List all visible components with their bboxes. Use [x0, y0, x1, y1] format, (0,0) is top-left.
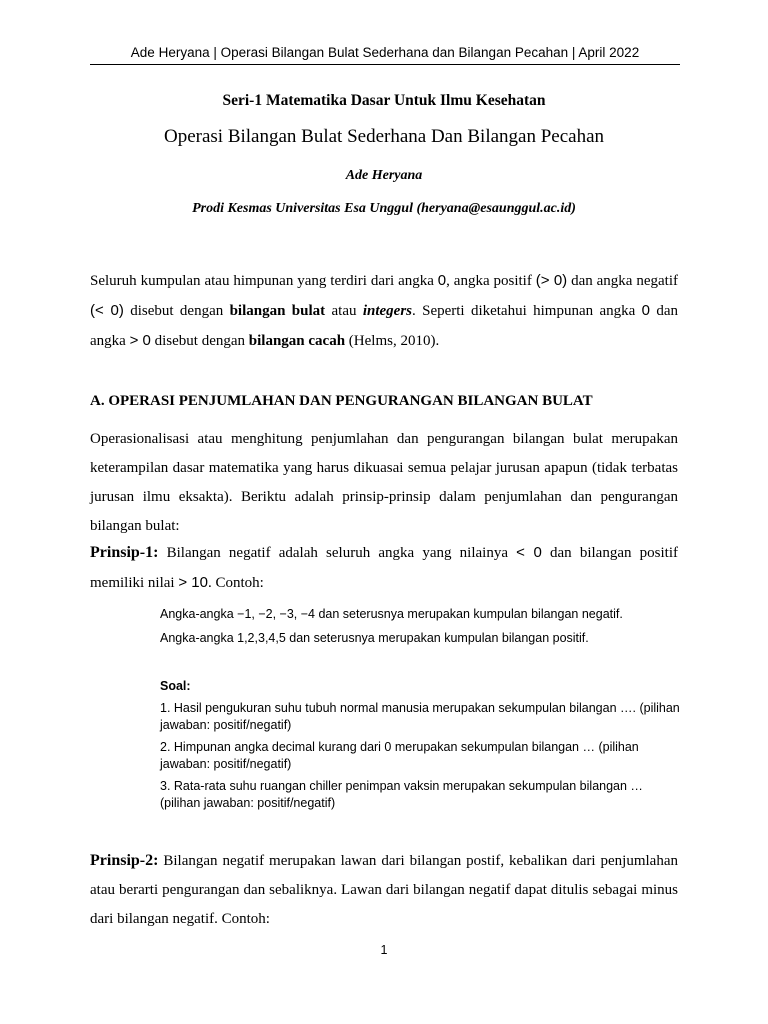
- math: < 0: [516, 544, 542, 561]
- math: 0: [641, 302, 650, 319]
- header-date: April 2022: [578, 45, 640, 60]
- exercise-block: [160, 678, 680, 817]
- term-bilangan-cacah: bilangan cacah: [248, 333, 346, 349]
- prinsip-label: Prinsip-1:: [90, 544, 159, 561]
- example-positive: Angka-angka 1,2,3,4,5 dan seterusnya merupakan kumpulan bilangan positif.: [160, 631, 589, 645]
- section-heading: A. OPERASI PENJUMLAHAN DAN PENGURANGAN BILANGAN BULAT: [90, 393, 593, 409]
- text: dan angka negatif: [567, 273, 678, 289]
- header-doc-title: Operasi Bilangan Bulat Sederhana dan Bilangan Pecahan: [220, 45, 569, 60]
- math: > 0: [129, 332, 151, 349]
- text: dan seterusnya merupakan kumpulan bilangan negatif.: [315, 607, 623, 621]
- text: (Helms, 2010).: [345, 333, 440, 349]
- example-block: [160, 602, 680, 650]
- prinsip-1-paragraph: [90, 538, 678, 598]
- text: Bilangan negatif adalah seluruh angka yang nilainya: [158, 545, 517, 561]
- math: (> 0): [535, 272, 568, 289]
- exercise-item: 1. Hasil pengukuran suhu tubuh normal manusia merupakan sekumpulan bilangan …. (pilihan jawaban: positif/negatif): [160, 701, 680, 732]
- prinsip-label: Prinsip-2:: [90, 852, 159, 869]
- text: . Seperti diketahui himpunan angka: [412, 303, 642, 319]
- prinsip-2-paragraph: [90, 846, 678, 934]
- math: −1, −2, −3, −4: [237, 607, 315, 621]
- document-title: Operasi Bilangan Bulat Sederhana Dan Bilangan Pecahan: [163, 126, 605, 147]
- exercise-label: Soal:: [160, 679, 191, 693]
- text: , angka positif: [446, 273, 536, 289]
- header-rule: [90, 64, 680, 65]
- author-name: Ade Heryana: [345, 168, 423, 183]
- example-negative: [160, 602, 680, 626]
- term-bilangan-bulat: bilangan bulat: [229, 303, 326, 319]
- exercise-item: 3. Rata-rata suhu ruangan chiller penimpan vaksin merupakan sekumpulan bilangan … (pilihan jawaban: positif/negatif): [160, 779, 643, 810]
- intro-paragraph: [90, 266, 678, 356]
- header-author: Ade Heryana: [130, 45, 210, 60]
- text: atau: [325, 303, 363, 319]
- running-header: [90, 44, 680, 62]
- text: dan angka: [90, 303, 678, 349]
- term-integers: integers: [362, 303, 412, 319]
- text: disebut dengan: [123, 303, 230, 319]
- author-affiliation: Prodi Kesmas Universitas Esa Unggul (heryana@esaunggul.ac.id): [192, 201, 576, 216]
- text: Bilangan negatif merupakan lawan dari bilangan postif, kebalikan dari penjumlahan atau berarti pengurangan dan sebaliknya. Lawan dari bilangan negatif dapat ditulis sebagai minus dari bilangan negatif. Contoh:: [90, 853, 678, 927]
- math: 0: [437, 272, 447, 289]
- text: Angka-angka: [160, 607, 238, 621]
- math: (< 0): [90, 302, 124, 319]
- header-separator: |: [209, 45, 221, 60]
- text: . Contoh:: [207, 575, 264, 591]
- page-number: 1: [380, 943, 388, 957]
- math: > 10: [178, 574, 208, 591]
- text: disebut dengan: [150, 333, 249, 349]
- text: Seluruh kumpulan atau himpunan yang terdiri dari angka: [90, 273, 438, 289]
- series-title: Seri-1 Matematika Dasar Untuk Ilmu Kesehatan: [222, 92, 546, 109]
- section-paragraph: Operasionalisasi atau menghitung penjumlahan dan pengurangan bilangan bulat merupakan keterampilan dasar matematika yang harus dikuasai semua pelajar jurusan apapun (tidak terbatas jurusan ilmu eksakta). Beriktu adalah prinsip-prinsip dalam penjumlahan dan pengurangan bilangan bulat:: [90, 431, 678, 534]
- header-separator: |: [568, 45, 579, 60]
- text: dan bilangan positif memiliki nilai: [90, 545, 678, 591]
- exercise-item: 2. Himpunan angka decimal kurang dari 0 merupakan sekumpulan bilangan … (pilihan jawaban: positif/negatif): [160, 740, 639, 771]
